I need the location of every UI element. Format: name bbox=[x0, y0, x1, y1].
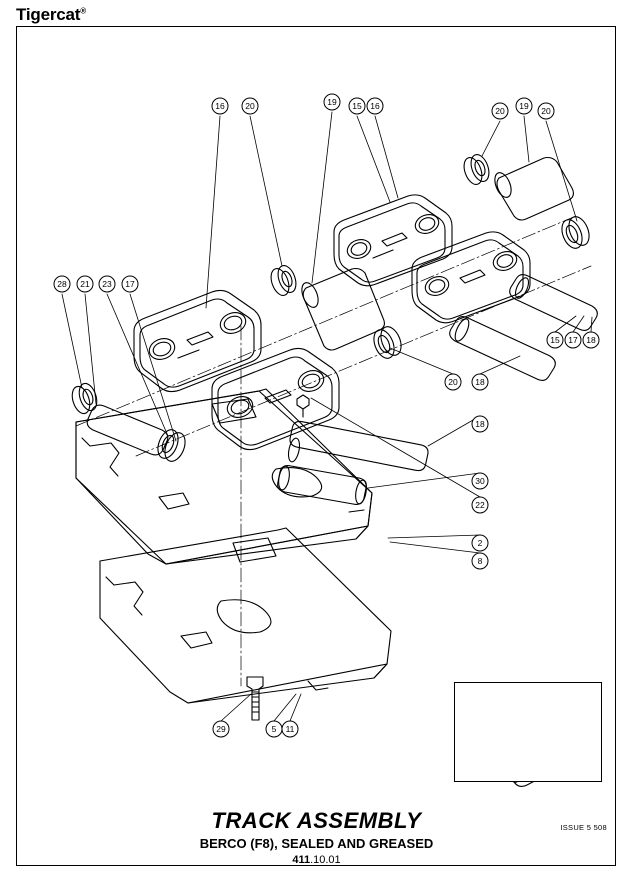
callout-number: 15 bbox=[352, 101, 362, 111]
callout-balloon bbox=[547, 332, 563, 348]
callout-balloon bbox=[492, 103, 508, 119]
callout-balloon bbox=[472, 473, 488, 489]
callout-number: 11 bbox=[285, 724, 295, 734]
callout-balloon bbox=[472, 553, 488, 569]
callout-balloon bbox=[99, 276, 115, 292]
callout-balloon bbox=[349, 98, 365, 114]
callout-number: 20 bbox=[541, 106, 551, 116]
callout-balloon bbox=[54, 276, 70, 292]
callout-number: 17 bbox=[568, 335, 578, 345]
callout-number: 15 bbox=[550, 335, 560, 345]
inset-detail-box bbox=[454, 682, 602, 782]
drawing-code bbox=[0, 854, 633, 866]
callout-balloon bbox=[212, 98, 228, 114]
callout-balloon bbox=[472, 374, 488, 390]
title-block bbox=[0, 808, 633, 866]
callout-balloon bbox=[445, 374, 461, 390]
drawing-code-group: 411 bbox=[292, 854, 311, 866]
callout-balloon bbox=[538, 103, 554, 119]
track-shoe-lower bbox=[100, 528, 391, 703]
callout-balloon bbox=[516, 98, 532, 114]
grease-fitting bbox=[297, 395, 309, 417]
brand-name: Tigercat bbox=[16, 5, 81, 24]
callout-balloon bbox=[472, 497, 488, 513]
callout-balloon bbox=[242, 98, 258, 114]
callout-number: 22 bbox=[475, 500, 485, 510]
callout-balloon bbox=[324, 94, 340, 110]
pin-center-lower bbox=[287, 418, 430, 474]
callout-layer bbox=[54, 94, 599, 741]
center-axis-line bbox=[76, 216, 591, 686]
callout-balloon bbox=[266, 721, 282, 737]
callout-balloon bbox=[77, 276, 93, 292]
callout-balloon bbox=[583, 332, 599, 348]
track-link-upper-center bbox=[334, 195, 452, 286]
callout-number: 18 bbox=[475, 419, 485, 429]
callout-number: 23 bbox=[102, 279, 112, 289]
callout-number: 2 bbox=[477, 538, 483, 548]
brand-logo bbox=[16, 5, 86, 25]
callout-balloon bbox=[213, 721, 229, 737]
callout-number: 17 bbox=[125, 279, 135, 289]
callout-number: 28 bbox=[57, 279, 67, 289]
drawing-code-suffix: .10.01 bbox=[310, 854, 341, 866]
drawing-subtitle: BERCO (F8), SEALED AND GREASED bbox=[199, 836, 434, 851]
callout-number: 20 bbox=[448, 377, 458, 387]
callout-balloon bbox=[472, 416, 488, 432]
callout-balloon bbox=[367, 98, 383, 114]
callout-number: 21 bbox=[80, 279, 90, 289]
callout-balloon bbox=[472, 535, 488, 551]
callout-number: 19 bbox=[519, 101, 529, 111]
callout-number: 19 bbox=[327, 97, 337, 107]
callout-balloon bbox=[122, 276, 138, 292]
callout-number: 16 bbox=[370, 101, 380, 111]
registered-mark: ® bbox=[80, 6, 86, 16]
callout-number: 18 bbox=[475, 377, 485, 387]
callout-number: 29 bbox=[216, 724, 226, 734]
callout-number: 30 bbox=[475, 476, 485, 486]
callout-number: 20 bbox=[245, 101, 255, 111]
shoe-bolt bbox=[247, 677, 263, 720]
drawing-title: TRACK ASSEMBLY bbox=[211, 808, 422, 833]
callout-number: 20 bbox=[495, 106, 505, 116]
callout-number: 18 bbox=[586, 335, 596, 345]
callout-balloon bbox=[282, 721, 298, 737]
issue-number: ISSUE 5 508 bbox=[560, 823, 607, 832]
callout-number: 16 bbox=[215, 101, 225, 111]
callout-balloon bbox=[565, 332, 581, 348]
pin-left bbox=[69, 381, 189, 464]
leader-lines bbox=[62, 112, 592, 756]
track-link-left bbox=[134, 290, 261, 391]
callout-number: 8 bbox=[477, 556, 483, 566]
pin-right-lower bbox=[450, 317, 556, 381]
pin-center-bottom bbox=[277, 465, 368, 504]
callout-number: 5 bbox=[271, 724, 277, 734]
